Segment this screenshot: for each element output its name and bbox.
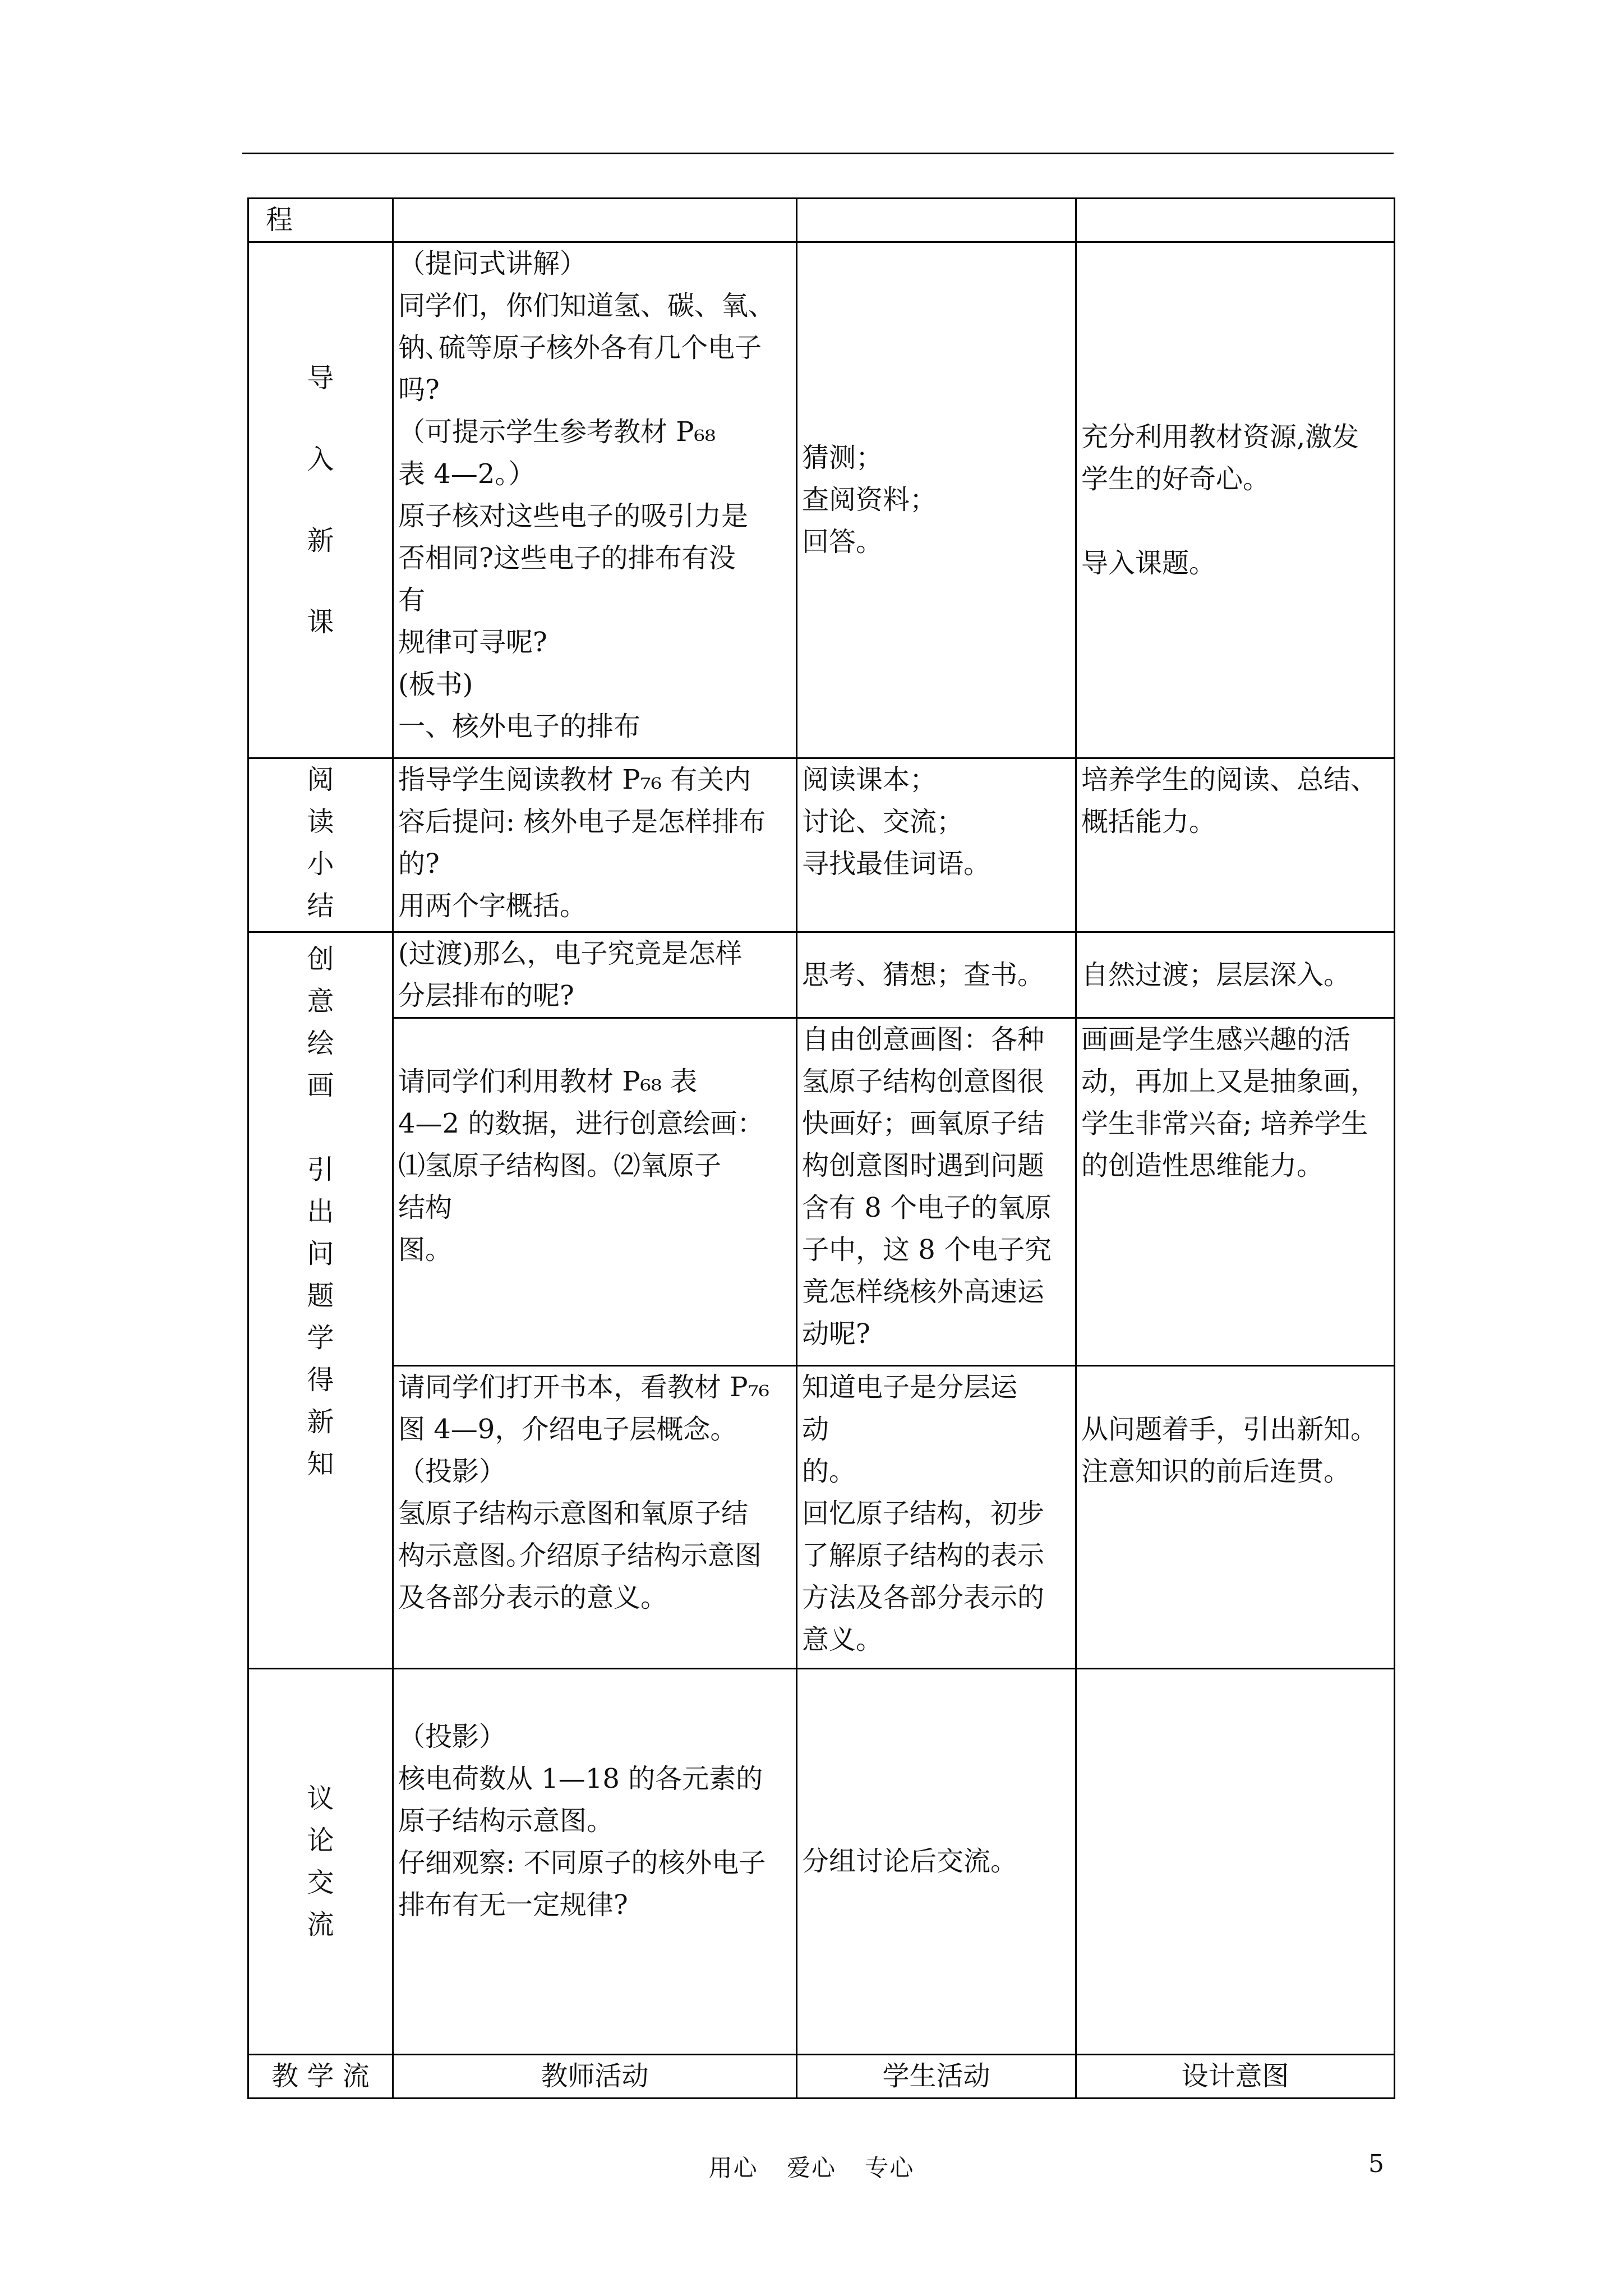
teacher-activity-transition: (过渡)那么，电子究竟是怎样 分层排布的呢?	[393, 932, 797, 1018]
stage-char: 画	[307, 1070, 334, 1101]
stage-char: 入	[307, 443, 334, 475]
page-number: 5	[1368, 2150, 1384, 2178]
stage-cell-intro	[248, 242, 393, 758]
teacher-activity-reading: 指导学生阅读教材 P₇₆ 有关内 容后提问: 核外电子是怎样排布 的? 用两个字概括。	[393, 758, 797, 932]
design-intent-new-knowledge: 从问题着手，引出新知。 注意知识的前后连贯。	[1076, 1366, 1395, 1669]
table-header-row	[248, 2055, 1395, 2099]
stage-char: 论	[307, 1824, 334, 1856]
teacher-activity-new-knowledge: 请同学们打开书本，看教材 P₇₆ 图 4—9，介绍电子层概念。 （投影） 氢原子结构示意图和氧原子结 构示意图｡介绍原子结构示意图 及各部分表示的意义。	[393, 1366, 797, 1669]
stage-cell-discussion	[248, 1669, 393, 2055]
design-intent-transition: 自然过渡；层层深入。	[1076, 932, 1395, 1018]
student-activity-intro: 猜测； 查阅资料； 回答。	[797, 242, 1076, 758]
stage-char: 知	[307, 1448, 334, 1480]
table-row-transition	[248, 932, 1395, 1018]
stage-char: 新	[307, 1406, 334, 1438]
footer-motto: 用心 爱心 专心	[708, 2154, 915, 2182]
student-activity-new-knowledge: 知道电子是分层运 动 的。 回忆原子结构，初步 了解原子结构的表示 方法及各部分表示的 意义。	[797, 1366, 1076, 1669]
stage-char: 学	[307, 1322, 334, 1354]
stage-char: 导	[307, 362, 334, 394]
stage-cell-creative	[248, 932, 393, 1669]
teacher-activity-discussion: （投影） 核电荷数从 1—18 的各元素的 原子结构示意图。 仔细观察: 不同原子的核外电子 排布有无一定规律?	[393, 1669, 797, 2055]
design-intent-creative: 画画是学生感兴趣的活 动，再加上又是抽象画， 学生非常兴奋; 培养学生 的创造性思维能力。	[1076, 1018, 1395, 1366]
stage-char: 得	[307, 1364, 334, 1396]
stage-char: 课	[307, 606, 334, 638]
stage-char	[253, 1107, 388, 1149]
design-intent-reading: 培养学生的阅读、总结、 概括能力。	[1076, 758, 1395, 932]
stage-char: 交	[307, 1866, 334, 1898]
stage-cell: 程	[248, 199, 393, 242]
header-rule	[242, 153, 1394, 154]
stage-char: 题	[307, 1280, 334, 1312]
table-row-reading	[248, 758, 1395, 932]
stage-char: 意	[307, 986, 334, 1017]
stage-char: 小	[307, 848, 334, 880]
student-activity-discussion: 分组讨论后交流。	[797, 1669, 1076, 2055]
teacher-cell	[393, 199, 797, 242]
student-activity-reading: 阅读课本； 讨论、交流； 寻找最佳词语。	[797, 758, 1076, 932]
design-intent-discussion	[1076, 1669, 1395, 2055]
table-row-intro	[248, 242, 1395, 758]
stage-char: 创	[307, 944, 334, 975]
stage-char: 引	[307, 1154, 334, 1185]
design-intent-intro: 充分利用教材资源,激发 学生的好奇心。 导入课题。	[1076, 242, 1395, 758]
stage-char: 绘	[307, 1028, 334, 1059]
table-row-new-knowledge	[248, 1366, 1395, 1669]
teacher-activity-creative: 请同学们利用教材 P₆₈ 表 4—2 的数据，进行创意绘画： ⑴氢原子结构图。⑵氧原子 结构 图。	[393, 1018, 797, 1366]
table-row-top	[248, 199, 1395, 242]
table-row-creative	[248, 1018, 1395, 1366]
stage-char: 新	[307, 524, 334, 556]
stage-char: 出	[307, 1196, 334, 1227]
header-stage: 教 学 流	[248, 2055, 393, 2099]
stage-char: 读	[307, 806, 334, 838]
student-cell	[797, 199, 1076, 242]
header-teacher: 教师活动	[393, 2055, 797, 2099]
teacher-activity-intro: （提问式讲解） 同学们，你们知道氢、碳、氧、 钠､硫等原子核外各有几个电子 吗? （可提示学生参考教材 P₆₈ 表 4—2。） 原子核对这些电子的吸引力是 否相同?这些电子的排布有没 有 规律可寻呢? (板书) 一、核外电子的排布	[393, 242, 797, 758]
intent-cell	[1076, 199, 1395, 242]
stage-char: 议	[307, 1782, 334, 1814]
stage-char: 结	[307, 890, 334, 922]
stage-cell-reading	[248, 758, 393, 932]
header-intent: 设计意图	[1076, 2055, 1395, 2099]
table-row-discussion	[248, 1669, 1395, 2055]
stage-char: 流	[307, 1908, 334, 1940]
stage-char: 阅	[307, 764, 334, 795]
lesson-plan-table	[247, 197, 1395, 2099]
stage-char: 问	[307, 1238, 334, 1269]
header-student: 学生活动	[797, 2055, 1076, 2099]
student-activity-creative: 自由创意画图：各种 氢原子结构创意图很 快画好；画氧原子结 构创意图时遇到问题 含有 8 个电子的氧原 子中，这 8 个电子究 竟怎样绕核外高速运 动呢?	[797, 1018, 1076, 1366]
student-activity-transition: 思考、猜想；查书。	[797, 932, 1076, 1018]
